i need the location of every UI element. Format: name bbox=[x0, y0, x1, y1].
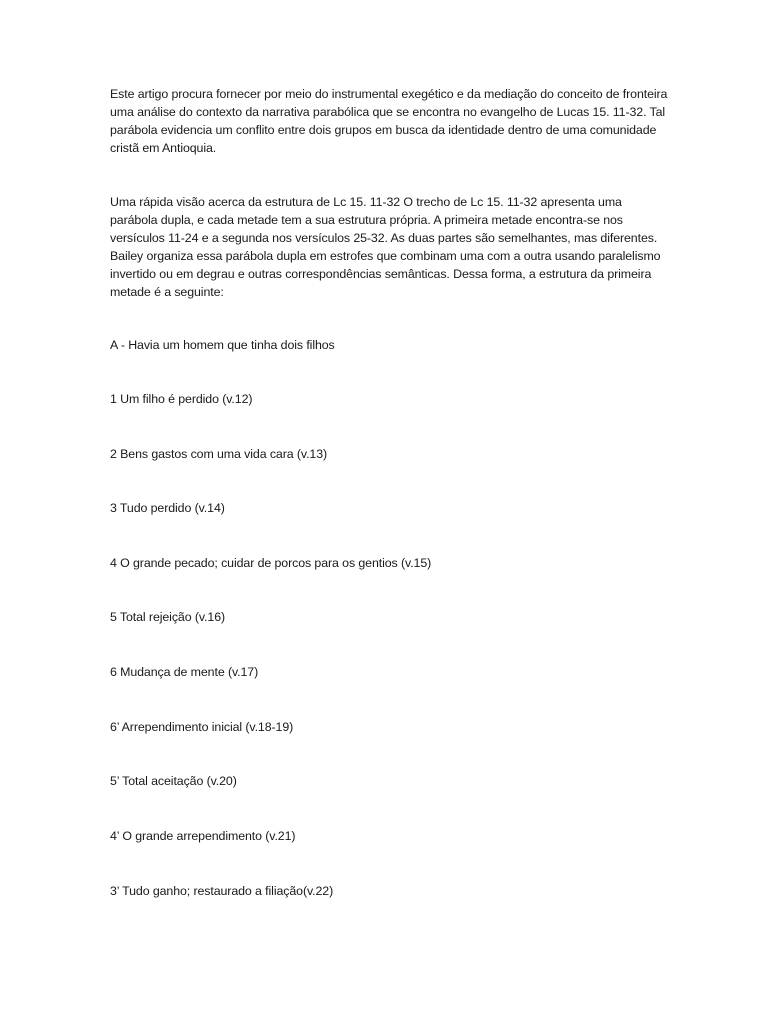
structure-item: 5 Total rejeição (v.16) bbox=[110, 610, 226, 624]
structure-item: 4 O grande pecado; cuidar de porcos para os gentios (v.15) bbox=[110, 556, 432, 570]
structure-item: 6’ Arrependimento inicial (v.18-19) bbox=[110, 720, 294, 734]
structure-item: 3’ Tudo ganho; restaurado a filiação(v.22) bbox=[110, 884, 334, 898]
intro-paragraph: Este artigo procura fornecer por meio do instrumental exegético e da mediação do conceito de fronteira uma análise do contexto da narrativa parabólica que se encontra no evangelho de Lucas 15. 11-32. Tal parábola evidencia um conflito entre dois grupos em busca da identidade dentro de uma comunidade cristã em Antioquia. bbox=[110, 87, 668, 155]
structure-paragraph: Uma rápida visão acerca da estrutura de Lc 15. 11-32 O trecho de Lc 15. 11-32 apresenta uma parábola dupla, e cada metade tem a sua estrutura própria. A primeira metade encontra-se nos versículos 11-24 e a segunda nos versículos 25-32. As duas partes são semelhantes, mas diferentes. Bailey organiza essa parábola dupla em estrofes que combinam uma com a outra usando paralelismo invertido ou em degrau e outras correspondências semânticas. Dessa forma, a estrutura da primeira metade é a seguinte: bbox=[110, 195, 661, 299]
structure-item: 4’ O grande arrependimento (v.21) bbox=[110, 829, 296, 843]
structure-item: 1 Um filho é perdido (v.12) bbox=[110, 392, 253, 406]
structure-item: 2 Bens gastos com uma vida cara (v.13) bbox=[110, 447, 328, 461]
structure-item: 3 Tudo perdido (v.14) bbox=[110, 501, 225, 515]
structure-item: A - Havia um homem que tinha dois filhos bbox=[110, 338, 335, 352]
structure-item: 6 Mudança de mente (v.17) bbox=[110, 665, 259, 679]
structure-item: 5’ Total aceitação (v.20) bbox=[110, 774, 237, 788]
